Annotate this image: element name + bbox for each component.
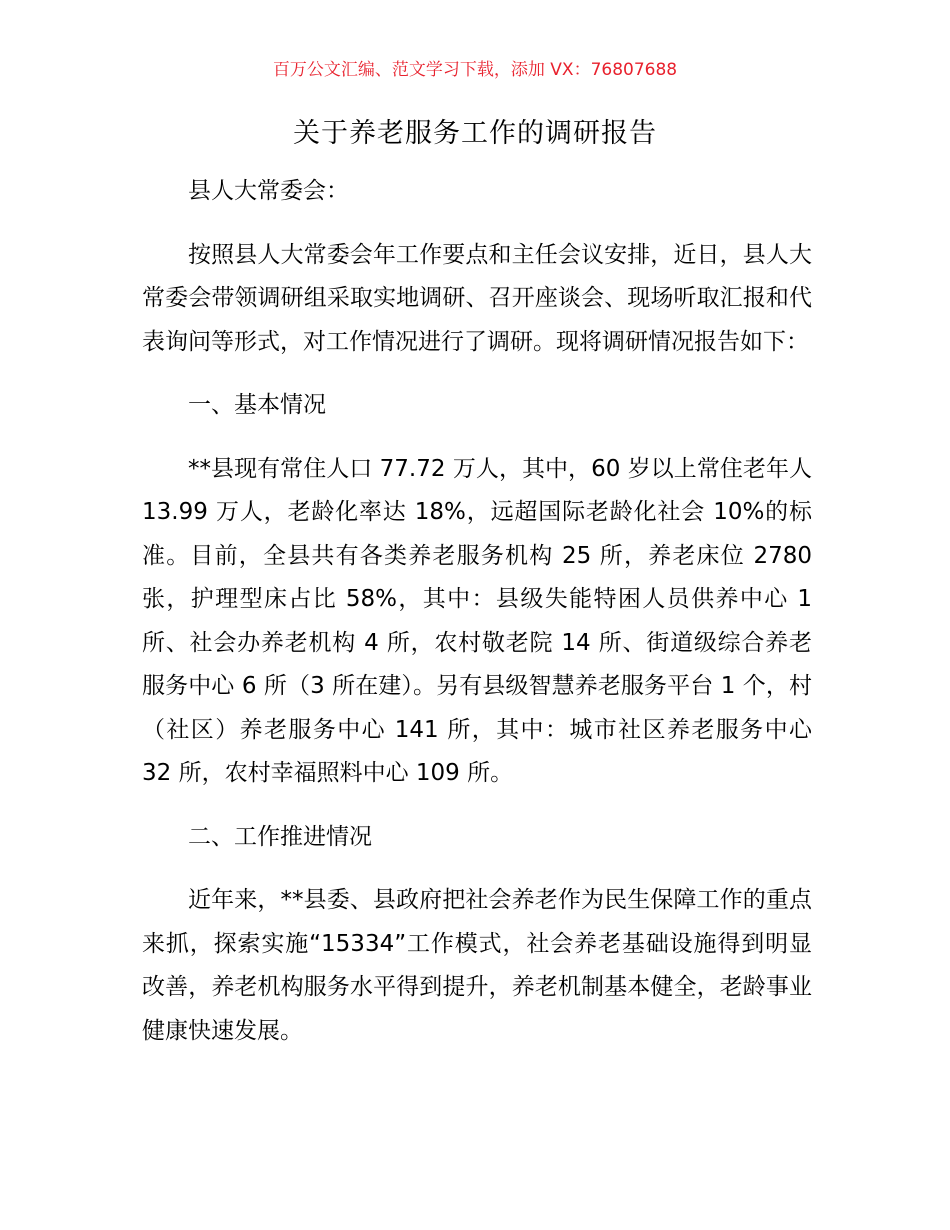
watermark-header: 百万公文汇编、范文学习下载，添加 VX：76807688 bbox=[272, 60, 678, 80]
paragraph-work-progress: 近年来，**县委、县政府把社会养老作为民生保障工作的重点来抓，探索实施“15334”工作模式，社会养老基础设施得到明显改善，养老机构服务水平得到提升，养老机制基本健全，老龄事业健康快速发展。 bbox=[142, 887, 812, 1044]
document-title: 关于养老服务工作的调研报告 bbox=[293, 118, 657, 149]
section-heading-work-progress: 二、工作推进情况 bbox=[188, 823, 372, 850]
paragraph-intro: 按照县人大常委会年工作要点和主任会议安排，近日，县人大常委会带领调研组采取实地调研、召开座谈会、现场听取汇报和代表询问等形式，对工作情况进行了调研。现将调研情况报告如下： bbox=[142, 241, 812, 355]
salutation: 县人大常委会： bbox=[188, 178, 349, 204]
paragraph-basic-situation: **县现有常住人口 77.72 万人，其中，60 岁以上常住老年人 13.99 万人，老龄化率达 18%，远超国际老龄化社会 10%的标准。目前，全县共有各类养老服务机构 25 所，养老床位 2780 张，护理型床占比 58%，其中：县级失能特困人员供养中心 1 所、社会办养老机构 4 所，农村敬老院 14 所、街道级综合养老服务中心 6 所（3 所在建）。另有县级智慧养老服务平台 1 个，村（社区）养老服务中心 141 所，其中：城市社区养老服务中心 32 所，农村幸福照料中心 109 所。 bbox=[142, 455, 812, 786]
document-body bbox=[142, 170, 812, 1053]
section-heading-basic-situation: 一、基本情况 bbox=[188, 392, 326, 418]
